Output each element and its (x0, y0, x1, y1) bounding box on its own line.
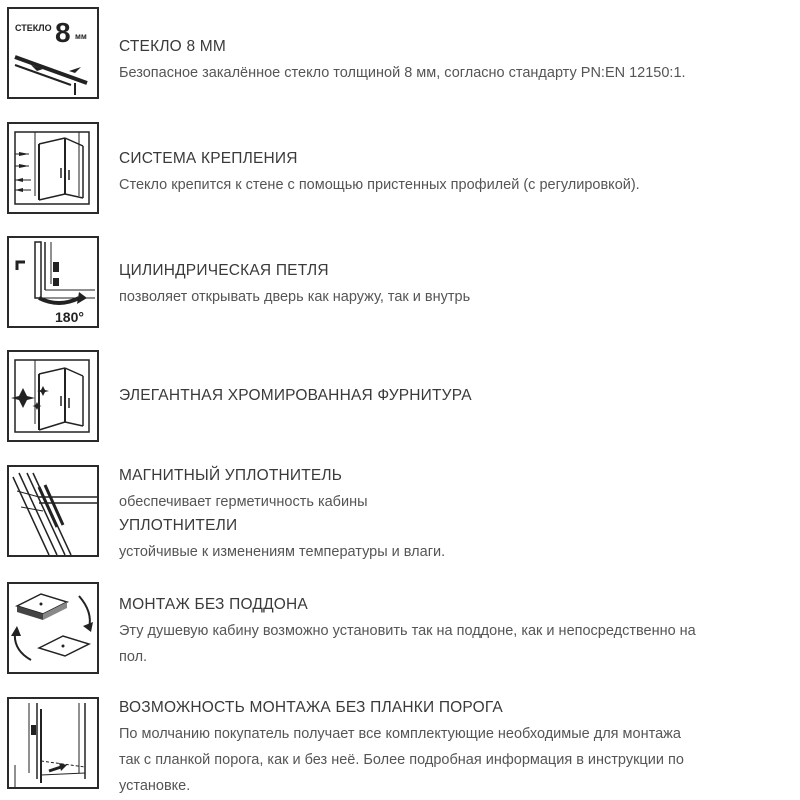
feature-description-line: Эту душевую кабину возможно установить так на поддоне, как и непосредственно на (119, 623, 696, 639)
feature-title: МОНТАЖ БЕЗ ПОДДОНА (119, 596, 308, 613)
feature-description: обеспечивает герметичность кабины (119, 494, 368, 510)
feature-description-line: установке. (119, 778, 191, 794)
feature-title: СТЕКЛО 8 ММ (119, 38, 226, 55)
chrome-fittings-icon (7, 350, 99, 442)
feature-title: ЭЛЕГАНТНАЯ ХРОМИРОВАННАЯ ФУРНИТУРА (119, 387, 472, 404)
svg-text:СТЕКЛО: СТЕКЛО (15, 23, 52, 33)
feature-title: МАГНИТНЫЙ УПЛОТНИТЕЛЬ (119, 467, 343, 484)
feature-title-secondary: УПЛОТНИТЕЛИ (119, 517, 238, 534)
magnetic-seal-icon (7, 465, 99, 557)
no-tray-install-icon (7, 582, 99, 674)
svg-text:8: 8 (55, 17, 71, 48)
feature-description: Стекло крепится к стене с помощью пристенных профилей (с регулировкой). (119, 177, 640, 193)
no-threshold-icon (7, 697, 99, 789)
feature-description-line: так с планкой порога, как и без неё. Более подробная информация в инструкции по (119, 752, 684, 768)
feature-title: ВОЗМОЖНОСТЬ МОНТАЖА БЕЗ ПЛАНКИ ПОРОГА (119, 699, 503, 716)
feature-description: позволяет открывать дверь как наружу, так и внутрь (119, 289, 471, 305)
hinge-180-icon (7, 236, 99, 328)
feature-title: ЦИЛИНДРИЧЕСКАЯ ПЕТЛЯ (119, 262, 329, 279)
svg-text:180°: 180° (55, 309, 84, 325)
feature-description-secondary: устойчивые к изменениям температуры и влаги. (119, 544, 446, 560)
feature-title: СИСТЕМА КРЕПЛЕНИЯ (119, 150, 298, 167)
feature-description-line: пол. (119, 649, 148, 665)
feature-description-line: По молчанию покупатель получает все комплектующие необходимые для монтажа (119, 726, 681, 742)
svg-text:мм: мм (75, 32, 87, 41)
glass-thickness-icon (7, 7, 99, 99)
wall-mount-icon (7, 122, 99, 214)
feature-description: Безопасное закалённое стекло толщиной 8 мм, согласно стандарту PN:EN 12150:1. (119, 65, 686, 81)
